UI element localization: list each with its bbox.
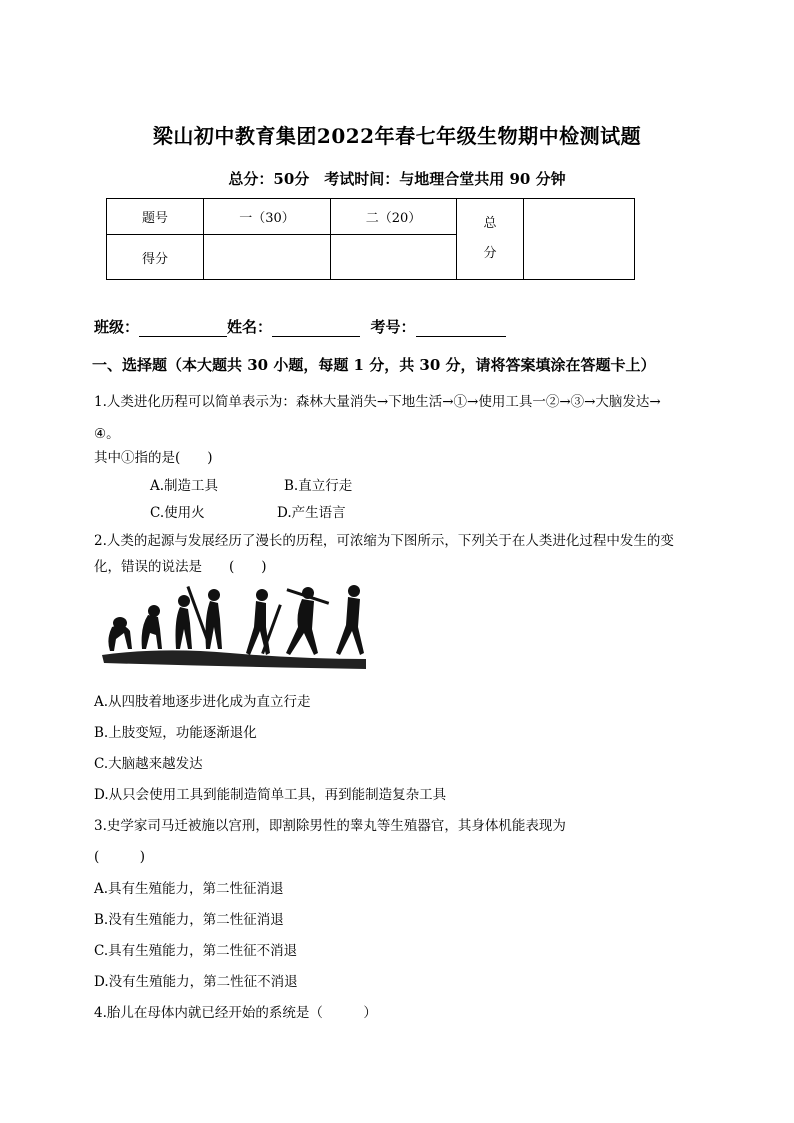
q4-stem: 4.胎儿在母体内就已经开始的系统是（ ） — [94, 1005, 377, 1021]
q1-option-d[interactable]: D.产生语言 — [277, 505, 346, 521]
name-blank[interactable] — [272, 320, 360, 337]
score-table-total-label — [457, 199, 524, 280]
exam-subtitle: 总分：50分 考试时间：与地理合堂共用 90 分钟 — [228, 170, 566, 188]
q3-option-a[interactable]: A.具有生殖能力，第二性征消退 — [94, 881, 284, 897]
q3-option-d[interactable]: D.没有生殖能力，第二性征不消退 — [94, 974, 298, 990]
score-table-score-part2[interactable] — [331, 235, 457, 280]
score-table-header-label: 题号 — [107, 199, 204, 235]
class-label: 班级： — [94, 318, 140, 336]
q1-option-c[interactable]: C.使用火 — [150, 505, 205, 521]
q2-stem-cont: 化，错误的说法是 ( ) — [94, 559, 267, 575]
class-blank[interactable] — [139, 320, 227, 337]
q1-stem-cont: ④。 — [94, 426, 120, 442]
student-info-line — [94, 316, 506, 337]
score-table-col-part2: 二（20） — [331, 199, 457, 235]
q1-option-a[interactable]: A.制造工具 — [150, 478, 219, 494]
score-table — [106, 198, 635, 280]
human-evolution-illustration — [100, 583, 368, 673]
exam-no-blank[interactable] — [416, 320, 506, 337]
q2-option-c[interactable]: C.大脑越来越发达 — [94, 756, 203, 772]
q1-stem: 1.人类进化历程可以简单表示为：森林大量消失→下地生活→①→使用工具一②→③→大脑发达→ — [94, 394, 661, 410]
q3-option-b[interactable]: B.没有生殖能力，第二性征消退 — [94, 912, 284, 928]
score-table-score-part1[interactable] — [204, 235, 331, 280]
q2-option-d[interactable]: D.从只会使用工具到能制造简单工具，再到能制造复杂工具 — [94, 787, 447, 803]
total-label-char2: 分 — [483, 246, 497, 261]
q3-stem: 3.史学家司马迁被施以宫刑，即割除男性的睾丸等生殖器官，其身体机能表现为 — [94, 818, 566, 834]
q2-option-b[interactable]: B.上肢变短，功能逐渐退化 — [94, 725, 257, 741]
q1-option-b[interactable]: B.直立行走 — [284, 478, 353, 494]
score-table-total-value[interactable] — [524, 199, 635, 280]
q3-answer-parentheses: ( ) — [94, 849, 146, 865]
total-label-char1: 总 — [483, 216, 497, 231]
exam-no-label: 考号： — [370, 318, 416, 336]
score-table-col-part1: 一（30） — [204, 199, 331, 235]
q3-option-c[interactable]: C.具有生殖能力，第二性征不消退 — [94, 943, 298, 959]
exam-title: 梁山初中教育集团2022年春七年级生物期中检测试题 — [152, 124, 642, 148]
q2-stem: 2.人类的起源与发展经历了漫长的历程，可浓缩为下图所示，下列关于在人类进化过程中发生的变 — [94, 533, 674, 549]
section-heading: 一、选择题（本大题共 30 小题，每题 1 分，共 30 分，请将答案填涂在答题卡上） — [92, 356, 656, 374]
q2-option-a[interactable]: A.从四肢着地逐步进化成为直立行走 — [94, 694, 311, 710]
name-label: 姓名： — [227, 318, 273, 336]
q1-subquestion: 其中①指的是( ) — [94, 450, 213, 466]
score-table-score-label: 得分 — [107, 235, 204, 280]
